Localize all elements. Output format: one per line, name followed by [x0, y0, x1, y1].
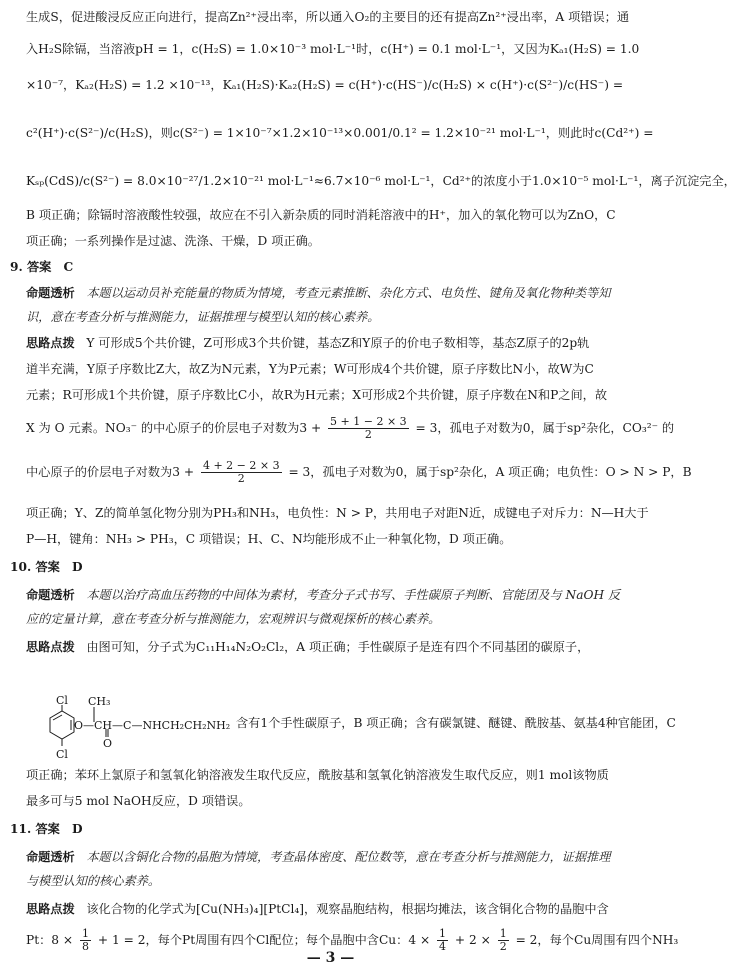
carbonyl-oxygen-label: O: [103, 737, 113, 750]
numerator: 1: [439, 927, 447, 940]
numerator: 4 + 2 − 2 × 3: [202, 459, 280, 472]
text-span: = 3，孤电子对数为0，属于sp²杂化，CO₃²⁻ 的: [415, 421, 675, 435]
denominator: 8: [82, 940, 90, 953]
molecule-structure: [30, 696, 230, 760]
hint-label: 思路点拨: [26, 902, 75, 916]
text-line: 项正确；苯环上氯原子和氢氧化钠溶液发生取代反应，酰胺基和氢氧化钠溶液发生取代反应，则1 mol该物质: [26, 768, 609, 782]
text-line: [26, 459, 692, 485]
analysis-line: [26, 284, 647, 302]
hint-label: 思路点拨: [26, 336, 75, 350]
text-line: 项正确；Y、Z的简单氢化物分别为PH₃和NH₃，电负性：N > P，共用电子对距N近，成键电子对斥力：N—H大于: [26, 506, 649, 520]
text-span: Pt：8 ×: [26, 933, 74, 947]
numerator: 1: [499, 927, 507, 940]
hint-label: 思路点拨: [26, 640, 75, 654]
analysis-text: 本题以治疗高血压药物的中间体为素材，考查分子式书写、手性碳原子判断、官能团及与 NaOH 反: [86, 588, 621, 602]
analysis-label: 命题透析: [26, 850, 75, 864]
chlorine-label: Cl: [56, 748, 68, 761]
methyl-label: CH₃: [88, 695, 111, 708]
page-number: — 3 —: [306, 950, 355, 966]
answer-header-q9: 9. 答案 C: [10, 260, 74, 274]
denominator: 2: [499, 940, 507, 953]
text-line: 入H₂S除镉，当溶液pH = 1，c(H₂S) = 1.0×10⁻³ mol·L⁻¹时，c(H⁺) = 0.1 mol·L⁻¹，又因为Kₐ₁(H₂S) = 1.0: [26, 42, 640, 56]
analysis-line: [26, 848, 647, 866]
analysis-text: 识，意在考查分析与推测能力，证据推理与模型认知的核心素养。: [26, 310, 380, 324]
chlorine-label: Cl: [56, 694, 68, 707]
analysis-line: [26, 610, 647, 628]
text-span: + 2 ×: [454, 933, 491, 947]
hint-line: [26, 638, 647, 656]
hint-text: 该化合物的化学式为[Cu(NH₃)₄][PtCl₄]，观察晶胞结构，根据均摊法，该含铜化合物的晶胞中含: [86, 902, 609, 916]
text-line: 道半充满，Y原子序数比Z大，故Z为N元素，Y为P元素；W可形成4个共价键，原子序数比N小，故W为C: [26, 362, 594, 376]
analysis-text: 与模型认知的核心素养。: [26, 874, 161, 888]
analysis-line: [26, 586, 647, 604]
answer-header-q11: 11. 答案 D: [10, 822, 83, 836]
text-span: = 3，孤电子对数为0，属于sp²杂化，A 项正确；电负性：O > N > P，B: [288, 465, 692, 479]
text-span: + 1 = 2，每个Pt周围有四个Cl配位；每个晶胞中含Cu：4 ×: [97, 933, 431, 947]
hint-line: [26, 334, 647, 352]
text-line: [26, 415, 675, 441]
text-line: P—H，键角：NH₃ > PH₃，C 项错误；H、C、N均能形成不止一种氧化物，D 项正确。: [26, 532, 512, 546]
fraction: [328, 416, 409, 441]
analysis-line: [26, 308, 647, 326]
text-span: = 2，每个Cu周围有四个NH₃: [515, 933, 679, 947]
hint-text: 由图可知，分子式为C₁₁H₁₄N₂O₂Cl₂，A 项正确；手性碳原子是连有四个不同基团的碳原子，: [86, 640, 590, 654]
denominator: 2: [237, 472, 245, 485]
hint-text: Y 可形成5个共价键，Z可形成3个共价键，基态Z和Y原子的价电子数相等，基态Z原子的2p轨: [86, 336, 590, 350]
text-line: 最多可与5 mol NaOH反应，D 项错误。: [26, 794, 251, 808]
denominator: 2: [364, 428, 372, 441]
text-line: 生成S，促进酸浸反应正向进行，提高Zn²⁺浸出率，所以通入O₂的主要目的还有提高Zn²⁺浸出率，A 项错误；通: [26, 10, 630, 24]
text-line: c²(H⁺)·c(S²⁻)/c(H₂S)，则c(S²⁻) = 1×10⁻⁷×1.2×10⁻¹³×0.001/0.1² = 1.2×10⁻²¹ mol·L⁻¹，则此时c(Cd²⁺) =: [26, 126, 654, 140]
analysis-text: 应的定量计算，意在考查分析与推测能力，宏观辨识与微观探析的核心素养。: [26, 612, 441, 626]
text-line: B 项正确；除镉时溶液酸性较强，故应在不引入新杂质的同时消耗溶液中的H⁺，加入的氧化物可以为ZnO，C: [26, 208, 616, 222]
text-span: X 为 O 元素。NO₃⁻ 的中心原子的价层电子对数为3 +: [26, 421, 322, 435]
analysis-label: 命题透析: [26, 286, 75, 300]
main-chain-label: O—CH—C—NHCH₂CH₂NH₂: [74, 719, 231, 732]
fraction: [201, 460, 282, 485]
text-line: 含有1个手性碳原子，B 项正确；含有碳氯键、醚键、酰胺基、氨基4种官能团，C: [236, 716, 676, 730]
analysis-line: [26, 872, 647, 890]
hint-line: [26, 900, 647, 918]
analysis-text: 本题以运动员补充能量的物质为情境，考查元素推断、杂化方式、电负性、键角及氧化物种类等知: [86, 286, 611, 300]
analysis-text: 本题以含铜化合物的晶胞为情境，考查晶体密度、配位数等，意在考查分析与推测能力，证据推理: [86, 850, 611, 864]
numerator: 1: [82, 927, 90, 940]
text-line: Kₛₚ(CdS)/c(S²⁻) = 8.0×10⁻²⁷/1.2×10⁻²¹ mol·L⁻¹≈6.7×10⁻⁶ mol·L⁻¹，Cd²⁺的浓度小于1.0×10⁻⁵ mol·L⁻¹，离子沉淀完全，: [26, 174, 736, 188]
analysis-label: 命题透析: [26, 588, 75, 602]
numerator: 5 + 1 − 2 × 3: [330, 415, 407, 428]
answer-header-q10: 10. 答案 D: [10, 560, 83, 574]
text-line: 项正确；一系列操作是过滤、洗涤、干燥，D 项正确。: [26, 234, 320, 248]
text-span: 中心原子的价层电子对数为3 +: [26, 465, 195, 479]
denominator: 4: [439, 940, 447, 953]
text-line: ×10⁻⁷，Kₐ₂(H₂S) = 1.2 ×10⁻¹³，Kₐ₁(H₂S)·Kₐ₂(H₂S) = c(H⁺)·c(HS⁻)/c(H₂S) × c(H⁺)·c(S²⁻)/c(HS⁻) =: [26, 78, 624, 92]
text-line: 元素；R可形成1个共价键，原子序数比C小，故R为H元素；X可形成2个共价键，原子序数在N和P之间，故: [26, 388, 608, 402]
